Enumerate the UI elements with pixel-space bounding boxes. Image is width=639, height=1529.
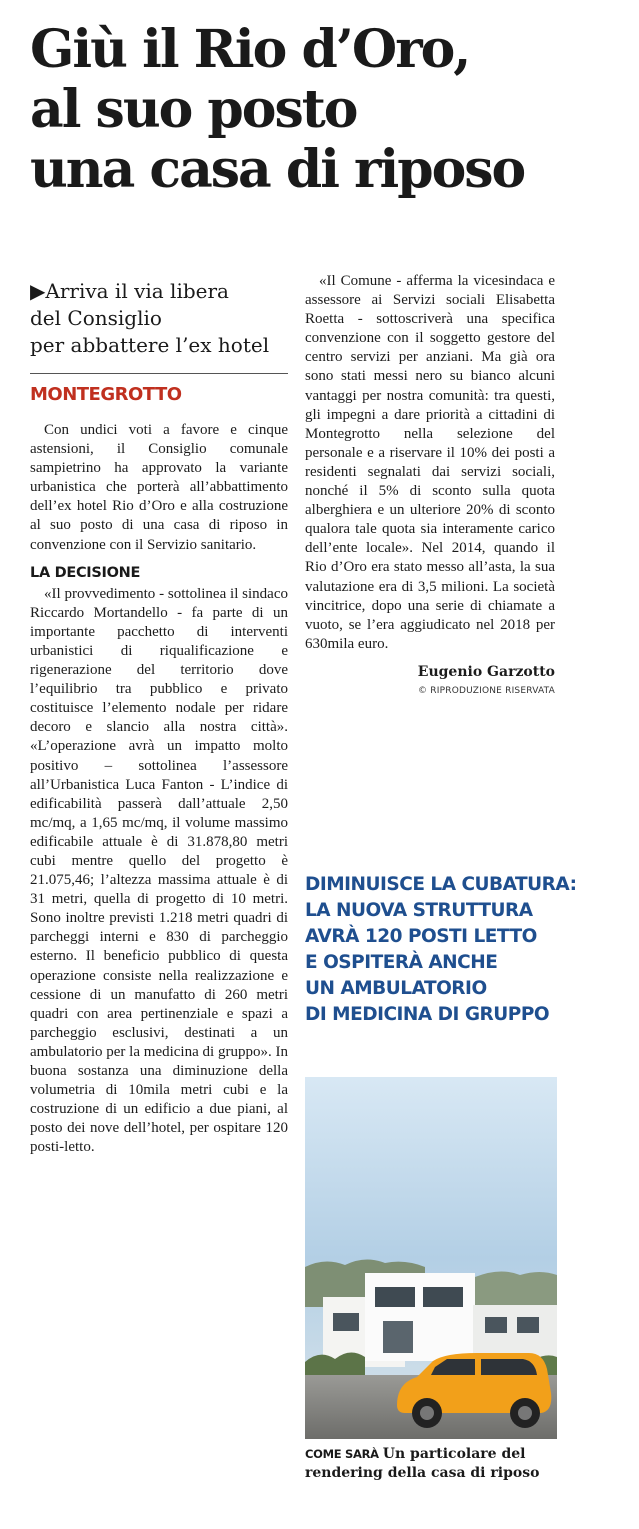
rendering-photo [305, 1077, 557, 1439]
article-column-right [305, 272, 555, 696]
caption-lead: COME SARÀ [305, 1447, 379, 1461]
building-window [375, 1287, 415, 1307]
section-heading: LA DECISIONE [30, 564, 141, 581]
copyright-notice: © RIPRODUZIONE RISERVATA [418, 685, 555, 696]
pull-quote-line: DIMINUISCE LA CUBATURA: [305, 874, 577, 895]
paragraph-decision: «Il provvedimento - sottolinea il sindaco Riccardo Mortandello - fa parte di un importante pacchetto di interventi urbanistici di riqualificazione e rigenerazione del territorio dove l’equilibrio tra pubblico e privato costituisce l’elemento nodale per ridare decoro e slancio alla nostra città». «L’operazione avrà un impatto molto positivo – sottolinea l’assessore all’Urbanistica Luca Fanton - L’indice di edificabilità passerà dall’attuale 2,50 mc/mq, a 1,65 mc/mq, il volume massimo edificabile attuale è di 31.878,80 metri cubi mentre quello del progetto è 21.075,46; l’altezza massima attuale è di 31 metri, quella di progetto di 10 metri. Sono inoltre previsti 1.218 metri quadri di parcheggi interni e 830 di parcheggio esterno. Il beneficio pubblico di questa operazione consiste nella realizzazione e cessione di un manufatto di 260 metri quadri con area pertinenziale e spazi a parcheggio esclusivi, destinati a un ambulatorio per la medicina di gruppo». In buona sostanza una diminuzione della volumetria di 10mila metri cubi e la costruzione di un edificio a due piani, al posto dei nove dell’hotel, per ospitare 120 posti-letto. [30, 585, 288, 1156]
car-wheel [420, 1406, 434, 1420]
pull-quote [305, 872, 575, 1028]
building-block [365, 1273, 475, 1361]
subhead-line: del Consiglio [30, 306, 162, 330]
paragraph-intro: Con undici voti a favore e cinque astensioni, il Consiglio comunale sampietrino ha approvato la variante urbanistica che porterà all’abbattimento dell’ex hotel Rio d’Oro e alla costruzione al suo posto di una casa di riposo in convenzione con il Servizio sanitario. [30, 422, 288, 553]
building-window [485, 1317, 507, 1333]
pull-quote-line: LA NUOVA STRUTTURA [305, 900, 533, 921]
divider [30, 373, 288, 374]
subhead-line: ▶Arriva il via libera [30, 279, 229, 303]
headline-line: una casa di riposo [30, 139, 525, 200]
pull-quote-line: UN AMBULATORIO [305, 978, 487, 999]
building-window [383, 1321, 413, 1353]
photo-caption [305, 1445, 560, 1483]
subhead-line: per abbattere l’ex hotel [30, 333, 270, 357]
pull-quote-line: DI MEDICINA DI GRUPPO [305, 1004, 550, 1025]
location-kicker: MONTEGROTTO [30, 384, 182, 405]
headline [30, 20, 630, 200]
article-column-left [30, 278, 288, 1157]
headline-line: al suo posto [30, 79, 357, 140]
car-window [481, 1359, 537, 1375]
caption-text: Un particolare del rendering della casa di riposo [305, 1446, 540, 1481]
subheadline [30, 278, 288, 359]
building-window [333, 1313, 359, 1331]
building-window [517, 1317, 539, 1333]
building-window [423, 1287, 463, 1307]
car-wheel [518, 1406, 532, 1420]
author-byline: Eugenio Garzotto [417, 663, 555, 680]
paragraph-conclusion: «Il Comune - afferma la vicesindaca e assessore ai Servizi sociali Elisabetta Roetta - sottoscriverà una specifica convenzione con il soggetto gestore del centro servizi per anziani. Ma già ora sono stati messi nero su bianco alcuni vantaggi per nostra comunità: tra questi, gli impegni a dare priorità a cittadini di Montegrotto nella selezione del personale e a riservare il 10% dei posti a residenti segnalati dai servizi sociali, nonché il 5% di sconto sulla quota alberghiera e un ulteriore 20% di sconto qualora tale quota sia interamente carico dell’ente locale». Nel 2014, quando il Rio d’Oro era stato messo all’asta, la sua valutazione era di 3,5 milioni. La società vincitrice, dopo una serie di chiamate a vuoto, se l’era aggiudicato nel 2018 per 630mila euro. [305, 273, 555, 652]
pull-quote-line: AVRÀ 120 POSTI LETTO [305, 926, 537, 947]
headline-line: Giù il Rio d’Oro, [30, 19, 470, 80]
pull-quote-line: E OSPITERÀ ANCHE [305, 952, 498, 973]
